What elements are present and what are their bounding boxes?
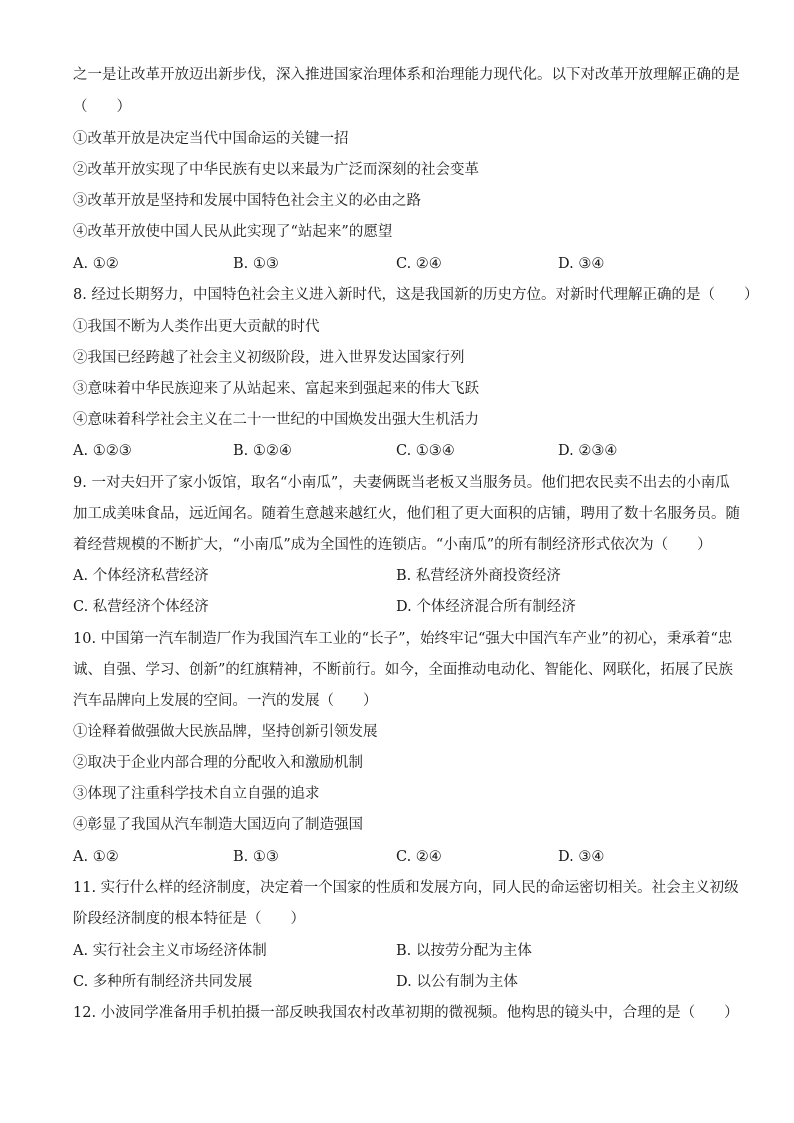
q8-item-1: ①我国不断为人类作出更大贡献的时代: [73, 319, 320, 335]
q9-stem-line-1: 9. 一对夫妇开了家小饭馆，取名“小南瓜”，夫妻俩既当老板又当服务员。他们把农民卖不出去的小南瓜: [73, 475, 730, 491]
q9-option-b: B. 私营经济外商投资经济: [396, 568, 561, 584]
q7-option-d: D. ③④: [558, 256, 605, 272]
q7-item-1: ①改革开放是决定当代中国命运的关键一招: [73, 131, 349, 147]
q11-option-c: C. 多种所有制经济共同发展: [73, 974, 253, 990]
q9-option-c: C. 私营经济个体经济: [73, 599, 209, 615]
q9-option-d: D. 个体经济混合所有制经济: [396, 599, 576, 615]
q8-option-d: D. ②③④: [558, 443, 618, 459]
q7-item-3: ③改革开放是坚持和发展中国特色社会主义的必由之路: [73, 193, 421, 209]
q8-option-a: A. ①②③: [73, 443, 132, 459]
q8-stem: 8. 经过长期努力，中国特色社会主义进入新时代，这是我国新的历史方位。对新时代理解正确的是（ ）: [73, 287, 759, 303]
q9-stem-line-3: 着经营规模的不断扩大，“小南瓜”成为全国性的连锁店。“小南瓜”的所有制经济形式依次为（ ）: [73, 537, 712, 553]
q11-stem-line-2: 阶段经济制度的根本特征是（ ）: [73, 911, 305, 927]
q7-item-2: ②改革开放实现了中华民族有史以来最为广泛而深刻的社会变革: [73, 162, 479, 178]
q8-item-4: ④意味着科学社会主义在二十一世纪的中国焕发出强大生机活力: [73, 412, 479, 428]
q7-option-a: A. ①②: [73, 256, 119, 272]
q10-stem-line-1: 10. 中国第一汽车制造厂作为我国汽车工业的“长子”，始终牢记“强大中国汽车产业”的初心，秉承着“忠: [73, 631, 733, 647]
q10-option-d: D. ③④: [558, 849, 605, 865]
q10-item-1: ①诠释着做强做大民族品牌，坚持创新引领发展: [73, 724, 378, 740]
q8-option-c: C. ①③④: [396, 443, 455, 459]
q11-stem-line-1: 11. 实行什么样的经济制度，决定着一个国家的性质和发展方向，同人民的命运密切相关。社会主义初级: [73, 880, 739, 896]
q11-option-d: D. 以公有制为主体: [396, 974, 518, 990]
q10-stem-line-3: 汽车品牌向上发展的空间。一汽的发展（ ）: [73, 693, 378, 709]
q10-item-4: ④彰显了我国从汽车制造大国迈向了制造强国: [73, 817, 363, 833]
q10-item-3: ③体现了注重科学技术自立自强的追求: [73, 786, 320, 802]
q10-option-c: C. ②④: [396, 849, 442, 865]
q9-stem-line-2: 加工成美味食品，远近闻名。随着生意越来越红火，他们租了更大面积的店铺，聘用了数十名服务员。随: [73, 506, 740, 522]
q8-item-3: ③意味着中华民族迎来了从站起来、富起来到强起来的伟大飞跃: [73, 381, 479, 397]
q11-option-b: B. 以按劳分配为主体: [396, 943, 532, 959]
q7-stem-tail: 之一是让改革开放迈出新步伐，深入推进国家治理体系和治理能力现代化。以下对改革开放理解正确的是: [73, 67, 740, 83]
q7-item-4: ④改革开放使中国人民从此实现了“站起来”的愿望: [73, 224, 393, 240]
q11-option-a: A. 实行社会主义市场经济体制: [73, 943, 267, 959]
q10-stem-line-2: 诚、自强、学习、创新”的红旗精神，不断前行。如今，全面推动电动化、智能化、网联化，拓展了民族: [73, 662, 733, 678]
q10-option-a: A. ①②: [73, 849, 119, 865]
q12-stem: 12. 小波同学准备用手机拍摄一部反映我国农村改革初期的微视频。他构思的镜头中，合理的是（ ）: [73, 1005, 739, 1021]
q10-item-2: ②取决于企业内部合理的分配收入和激励机制: [73, 755, 363, 771]
q10-option-b: B. ①③: [233, 849, 279, 865]
q8-option-b: B. ①②④: [233, 443, 292, 459]
q7-option-c: C. ②④: [396, 256, 442, 272]
q8-item-2: ②我国已经跨越了社会主义初级阶段，进入世界发达国家行列: [73, 350, 465, 366]
q9-option-a: A. 个体经济私营经济: [73, 568, 209, 584]
q7-option-b: B. ①③: [233, 256, 279, 272]
q7-paren: （ ）: [73, 99, 131, 115]
